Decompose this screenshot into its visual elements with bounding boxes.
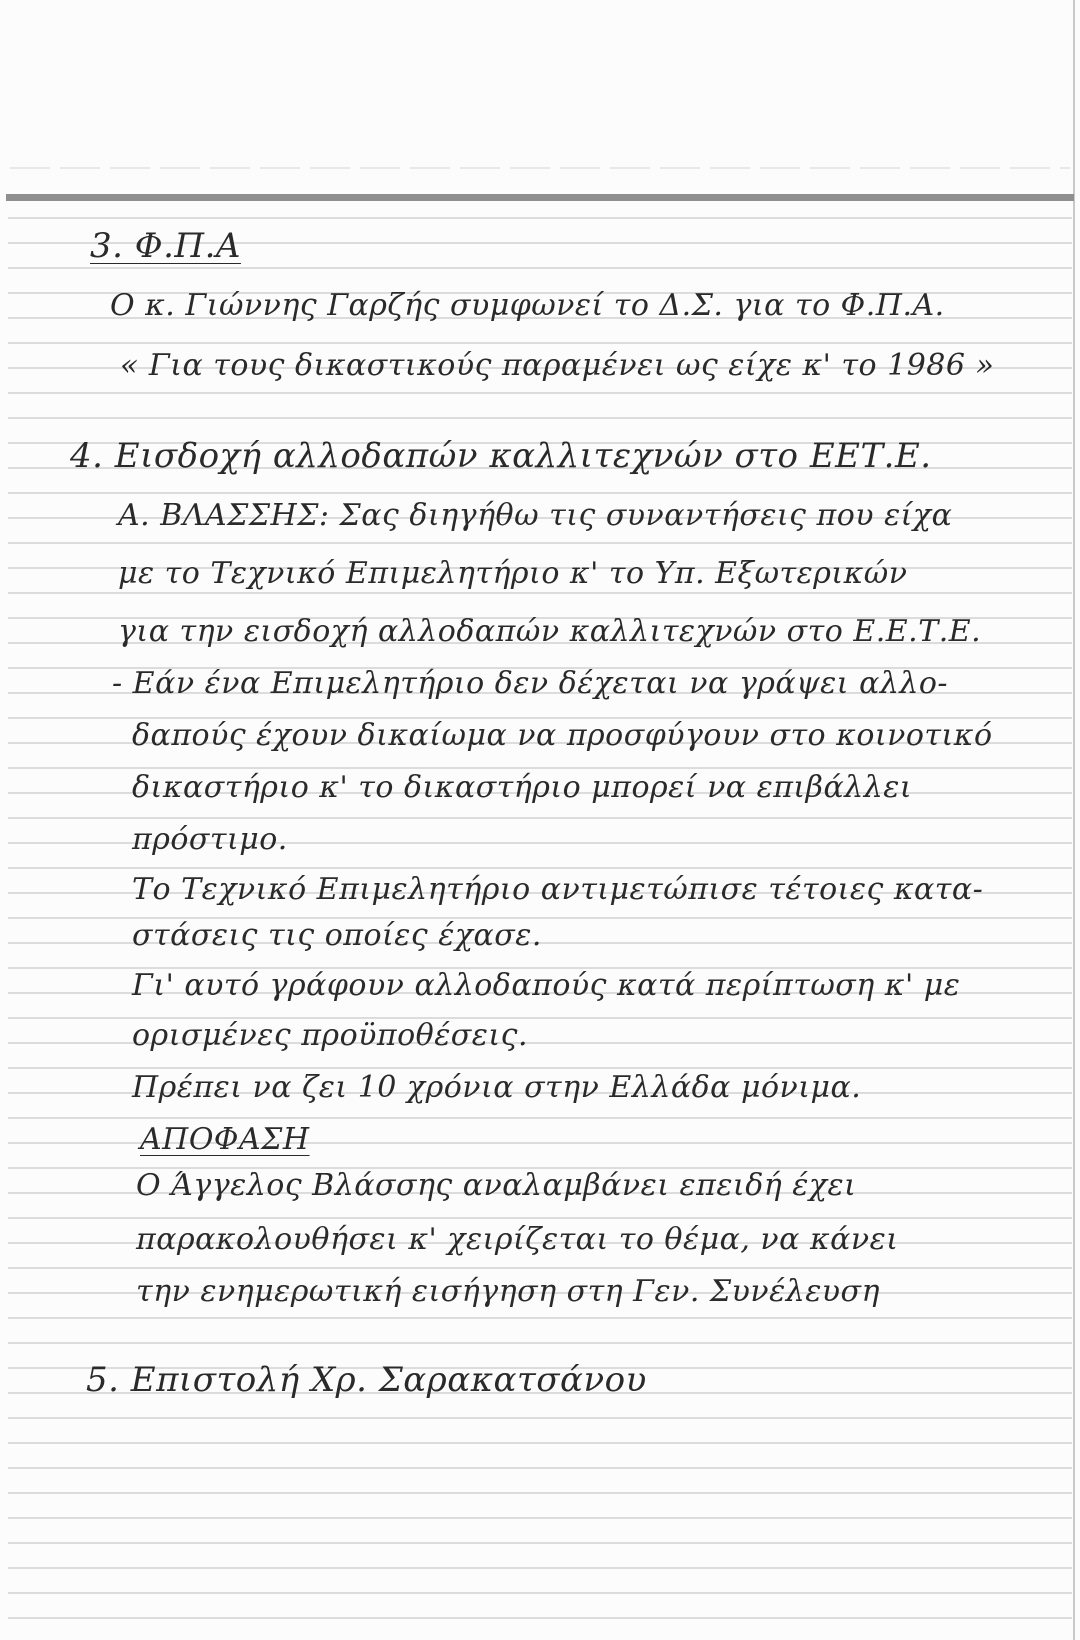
text-line: πρόστιμο. <box>132 822 288 857</box>
text-line: Α. ΒΛΑΣΣΗΣ: Σας διηγήθω τις συναντήσεις που είχα <box>118 498 953 533</box>
text-line: Γι' αυτό γράφουν αλλοδαπούς κατά περίπτωση κ' με <box>132 968 961 1003</box>
text-line: - Εάν ένα Επιμελητήριο δεν δέχεται να γράψει αλλο- <box>112 666 949 701</box>
text-line: παρακολουθήσει κ' χειρίζεται το θέμα, να κάνει <box>136 1222 899 1257</box>
text-line: Ο κ. Γιώννης Γαρζής συμφωνεί το Δ.Σ. για το Φ.Π.Α. <box>110 288 945 323</box>
text-line: « Για τους δικαστικούς παραμένει ως είχε κ' το 1986 » <box>120 348 995 383</box>
section-4-heading: 4. Εισδοχή αλλοδαπών καλλιτεχνών στο ΕΕΤ.Ε. <box>70 436 932 476</box>
text-line: ορισμένες προϋποθέσεις. <box>132 1018 528 1053</box>
text-line: για την εισδοχή αλλοδαπών καλλιτεχνών στο Ε.Ε.Τ.Ε. <box>118 614 982 649</box>
text-line: Το Τεχνικό Επιμελητήριο αντιμετώπισε τέτοιες κατα- <box>132 872 984 907</box>
text-line: Πρέπει να ζει 10 χρόνια στην Ελλάδα μόνιμα. <box>132 1070 862 1105</box>
text-line: δικαστήριο κ' το δικαστήριο μπορεί να επιβάλλει <box>132 770 913 805</box>
decision-label: ΑΠΟΦΑΣΗ <box>140 1122 310 1157</box>
text-line: στάσεις τις οποίες έχασε. <box>132 918 542 953</box>
text-line: με το Τεχνικό Επιμελητήριο κ' το Υπ. Εξωτερικών <box>118 556 908 591</box>
text-line: δαπούς έχουν δικαίωμα να προσφύγουν στο κοινοτικό <box>132 718 993 753</box>
section-3-heading: 3. Φ.Π.Α <box>90 226 241 266</box>
text-line: Ο Άγγελος Βλάσσης αναλαμβάνει επειδή έχει <box>136 1168 857 1203</box>
section-5-heading: 5. Επιστολή Χρ. Σαρακατσάνου <box>86 1360 647 1400</box>
text-line: την ενημερωτική εισήγηση στη Γεν. Συνέλευση <box>136 1274 880 1309</box>
